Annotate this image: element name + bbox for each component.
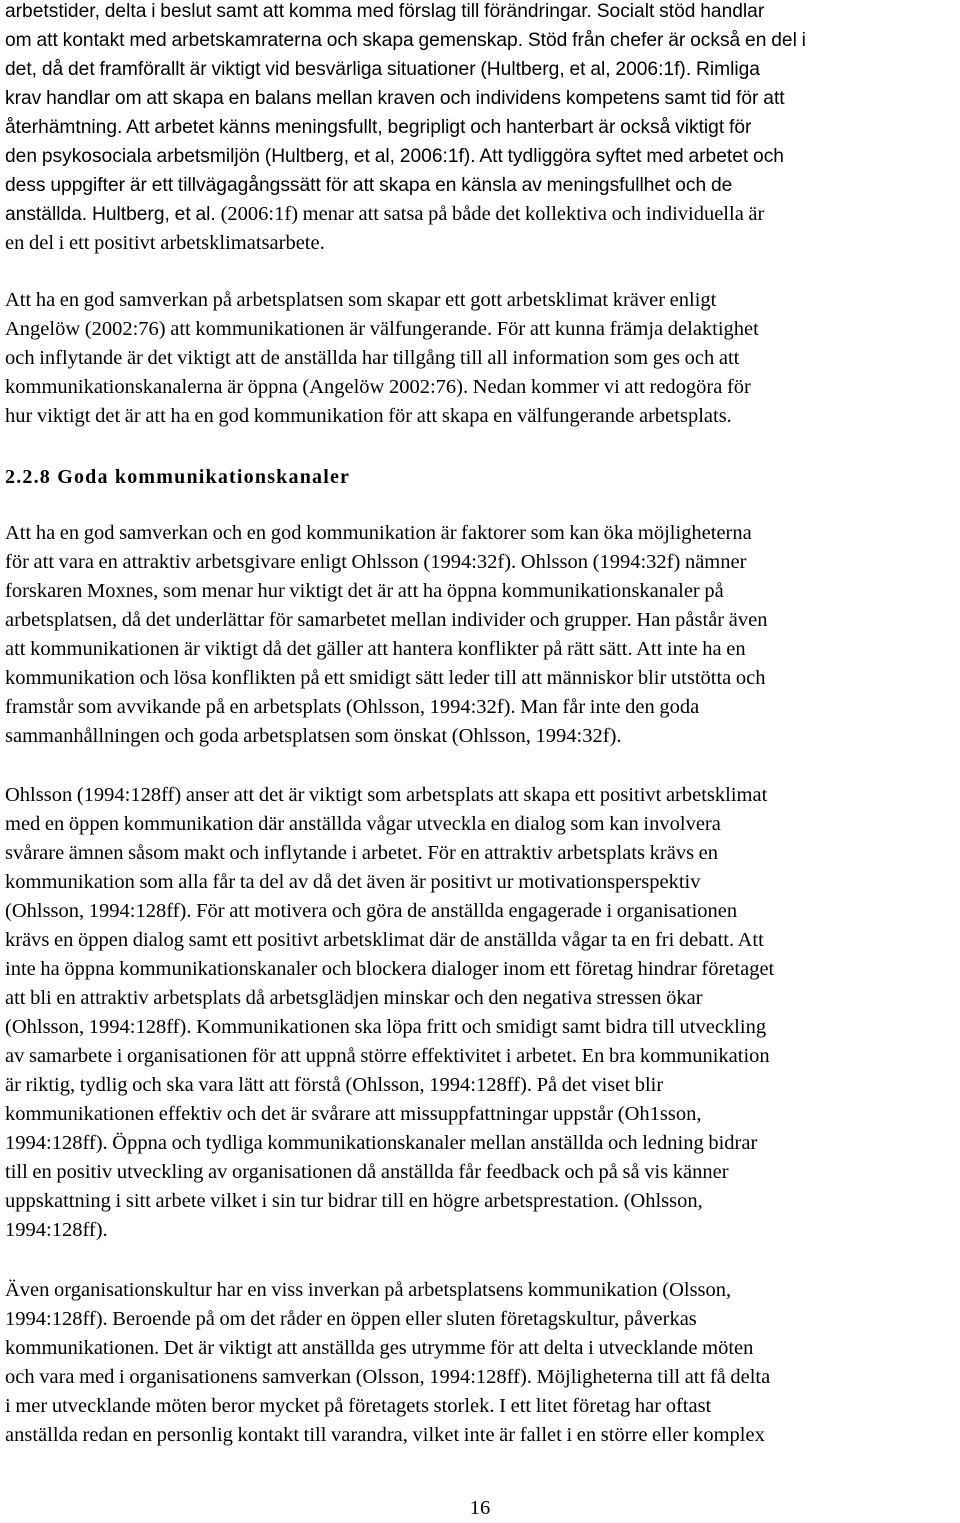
text-segment: kommunikation och lösa konflikten på ett smidigt sätt leder till att människor blir utstötta och <box>5 667 766 689</box>
text-line <box>5 1042 774 1071</box>
text-line <box>5 1276 770 1305</box>
text-line <box>5 113 806 142</box>
text-line <box>5 142 806 171</box>
text-line <box>5 1421 770 1450</box>
text-segment: anställda redan en personlig kontakt till varandra, vilket inte är fallet i en större eller komplex <box>5 1424 765 1446</box>
text-line <box>5 373 759 402</box>
text-line <box>5 984 774 1013</box>
text-segment: svårare ämnen såsom makt och inflytande i arbetet. För en attraktiv arbetsplats krävs en <box>5 842 719 864</box>
text-segment: uppskattning i sitt arbete vilket i sin tur bidrar till en högre arbetsprestation. (Ohlsson, <box>5 1190 703 1212</box>
text-line <box>5 839 774 868</box>
section-heading: 2.2.8 Goda kommunikationskanaler <box>5 466 351 488</box>
text-segment: forskaren Moxnes, som menar hur viktigt det är att ha öppna kommunikationskanaler på <box>5 580 724 602</box>
text-line <box>5 693 767 722</box>
text-segment: inte ha öppna kommunikationskanaler och blockera dialoger inom ett företag hindrar företaget <box>5 958 775 980</box>
text-segment: Ohlsson (1994:128ff) anser att det är viktigt som arbetsplats att skapa ett positivt arbetsklimat <box>5 784 768 806</box>
text-segment: det, då det framförallt är viktigt vid besvärliga situationer (Hultberg, et al, 2006:1f). Rimliga <box>5 59 760 80</box>
text-segment: återhämtning. Att arbetet känns meningsfullt, begripligt och hanterbart är också viktigt för <box>5 117 752 138</box>
text-line <box>5 229 806 258</box>
text-line <box>5 635 767 664</box>
text-segment: 1994:128ff). Öppna och tydliga kommunikationskanaler mellan anställda och ledning bidrar <box>5 1132 758 1154</box>
text-segment: sammanhållningen och goda arbetsplatsen som önskat (Ohlsson, 1994:32f). <box>5 725 622 747</box>
text-segment: krävs en öppen dialog samt ett positivt arbetsklimat där de anställda vågar ta en fri debatt. Att <box>5 929 764 951</box>
paragraph-3 <box>5 519 767 751</box>
text-segment: Att ha en god samverkan och en god kommunikation är faktorer som kan öka möjligheterna <box>5 522 752 544</box>
text-line <box>5 1187 774 1216</box>
text-segment: (Ohlsson, 1994:128ff). Kommunikationen ska löpa fritt och smidigt samt bidra till utveckling <box>5 1016 767 1038</box>
text-segment: anställda. Hultberg, et al. <box>5 204 221 225</box>
text-line <box>5 1158 774 1187</box>
text-segment: kommunikationen effektiv och det är svårare att missuppfattningar uppstår (Oh1sson, <box>5 1103 702 1125</box>
text-segment: en del i ett positivt arbetsklimatsarbete. <box>5 232 325 254</box>
text-line <box>5 1100 774 1129</box>
text-segment: kommunikationskanalerna är öppna (Angelöw 2002:76). Nedan kommer vi att redogöra för <box>5 376 751 398</box>
text-segment: Angelöw (2002:76) att kommunikationen är välfungerande. För att kunna främja delaktighet <box>5 318 759 340</box>
text-line <box>5 1013 774 1042</box>
paragraph-5 <box>5 1276 770 1450</box>
paragraph-2 <box>5 286 759 431</box>
text-line <box>5 344 759 373</box>
text-segment: Även organisationskultur har en viss inverkan på arbetsplatsens kommunikation (Olsson, <box>5 1279 732 1301</box>
text-segment: (2006:1f) menar att satsa på både det kollektiva och individuella är <box>220 203 765 225</box>
paragraph-1 <box>5 0 806 258</box>
text-segment: krav handlar om att skapa en balans mellan kraven och individens kompetens samt tid för att <box>5 88 785 109</box>
text-line <box>5 810 774 839</box>
text-segment: kommunikation som alla får ta del av då det även är positivt ur motivationsperspektiv <box>5 871 701 893</box>
text-segment: för att vara en attraktiv arbetsgivare enligt Ohlsson (1994:32f). Ohlsson (1994:32f) nämner <box>5 551 747 573</box>
text-line <box>5 1305 770 1334</box>
text-segment: av samarbete i organisationen för att uppnå större effektivitet i arbetet. En bra kommunikation <box>5 1045 770 1067</box>
text-line <box>5 897 774 926</box>
text-line <box>5 548 767 577</box>
text-line <box>5 55 806 84</box>
text-line <box>5 781 774 810</box>
text-segment: 1994:128ff). Beroende på om det råder en öppen eller sluten företagskultur, påverkas <box>5 1308 697 1330</box>
text-line <box>5 402 759 431</box>
text-segment: hur viktigt det är att ha en god kommunikation för att skapa en välfungerande arbetsplats. <box>5 405 732 427</box>
text-line <box>5 868 774 897</box>
text-segment: och inflytande är det viktigt att de anställda har tillgång till all information som ges och att <box>5 347 740 369</box>
text-segment: kommunikationen. Det är viktigt att anställda ges utrymme för att delta i utvecklande möten <box>5 1337 754 1359</box>
text-segment: med en öppen kommunikation där anställda vågar utveckla en dialog som kan involvera <box>5 813 721 835</box>
text-line <box>5 1334 770 1363</box>
text-line <box>5 26 806 55</box>
text-line <box>5 84 806 113</box>
text-segment: i mer utvecklande möten beror mycket på företagets storlek. I ett litet företag har oftast <box>5 1395 712 1417</box>
text-segment: 1994:128ff). <box>5 1219 108 1241</box>
text-segment: till en positiv utveckling av organisationen då anställda får feedback och på så vis känner <box>5 1161 729 1183</box>
text-line <box>5 664 767 693</box>
text-segment: att kommunikationen är viktigt då det gäller att hantera konflikter på rätt sätt. Att inte ha en <box>5 638 746 660</box>
text-line <box>5 926 774 955</box>
text-segment: Att ha en god samverkan på arbetsplatsen som skapar ett gott arbetsklimat kräver enligt <box>5 289 717 311</box>
text-line <box>5 955 774 984</box>
page-number: 16 <box>469 1497 491 1519</box>
text-segment: om att kontakt med arbetskamraterna och skapa gemenskap. Stöd från chefer är också en del i <box>5 30 806 51</box>
text-line <box>5 315 759 344</box>
text-segment: att bli en attraktiv arbetsplats då arbetsglädjen minskar och den negativa stressen ökar <box>5 987 703 1009</box>
text-segment: arbetsplatsen, då det underlättar för samarbetet mellan individer och grupper. Han påstår även <box>5 609 768 631</box>
text-line <box>5 1216 774 1245</box>
text-segment: (Ohlsson, 1994:128ff). För att motivera och göra de anställda engagerade i organisationen <box>5 900 738 922</box>
text-line <box>5 1129 774 1158</box>
text-line <box>5 0 806 26</box>
text-line <box>5 286 759 315</box>
text-segment: är riktig, tydlig och ska vara lätt att förstå (Ohlsson, 1994:128ff). På det viset blir <box>5 1074 664 1096</box>
text-segment: den psykosociala arbetsmiljön (Hultberg, et al, 2006:1f). Att tydliggöra syftet med arbetet och <box>5 146 784 167</box>
text-line <box>5 1392 770 1421</box>
text-segment: arbetstider, delta i beslut samt att komma med förslag till förändringar. Socialt stöd handlar <box>5 1 765 22</box>
paragraph-4 <box>5 781 774 1245</box>
text-segment: och vara med i organisationens samverkan (Olsson, 1994:128ff). Möjligheterna till att få delta <box>5 1366 771 1388</box>
text-line <box>5 200 806 229</box>
text-line <box>5 171 806 200</box>
text-segment: dess uppgifter är ett tillvägagångssätt för att skapa en känsla av meningsfullhet och de <box>5 175 733 196</box>
text-line <box>5 577 767 606</box>
text-line <box>5 722 767 751</box>
text-line <box>5 1071 774 1100</box>
text-line <box>5 1363 770 1392</box>
text-line <box>5 606 767 635</box>
text-line <box>5 519 767 548</box>
text-segment: framstår som avvikande på en arbetsplats (Ohlsson, 1994:32f). Man får inte den goda <box>5 696 700 718</box>
